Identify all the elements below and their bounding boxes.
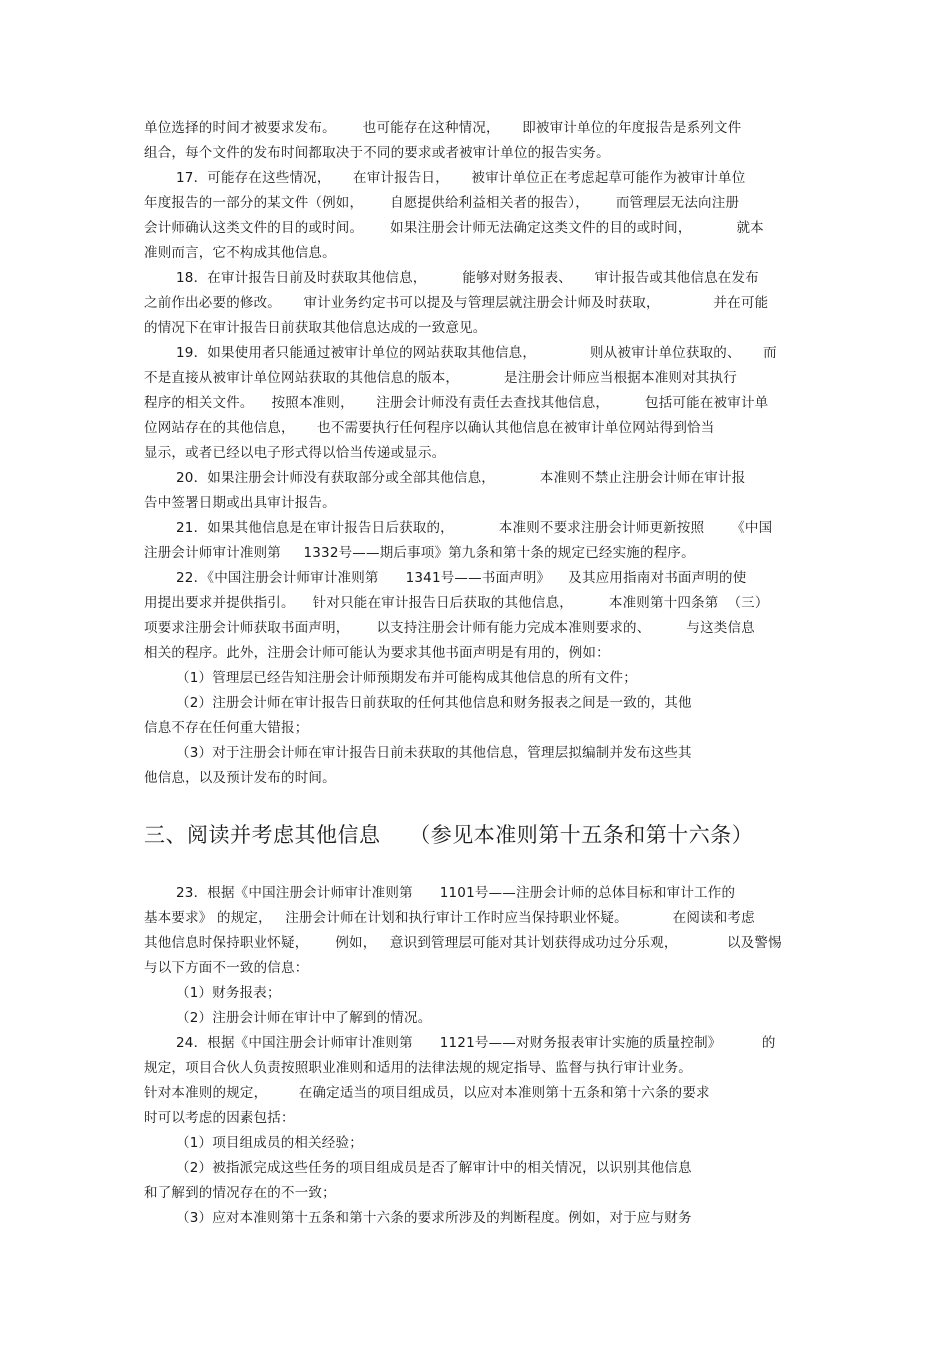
text-line: 的情况下在审计报告日前获取其他信息达成的一致意见。 xyxy=(144,320,487,336)
text-line: 注册会计师审计准则第 1332号——期后事项》第九条和第十条的规定已经实施的程序。 xyxy=(144,545,695,561)
text-line: 规定，项目合伙人负责按照职业准则和适用的法律法规的规定指导、监督与执行审计业务。 xyxy=(144,1060,692,1076)
text-line: 基本要求》 的规定， 注册会计师在计划和执行审计工作时应当保持职业怀疑。 在阅读和考虑 xyxy=(144,910,755,926)
text-line: 他信息，以及预计发布的时间。 xyxy=(144,770,336,786)
paragraph-18-start: 18．在审计报告日前及时获取其他信息， 能够对财务报表、 审计报告或其他信息在发布 xyxy=(176,270,759,286)
text-line: 与以下方面不一致的信息： xyxy=(144,960,309,976)
text-line: 组合，每个文件的发布时间都取决于不同的要求或者被审计单位的报告实务。 xyxy=(144,145,610,161)
text-line: 针对本准则的规定， 在确定适当的项目组成员，以应对本准则第十五条和第十六条的要求 xyxy=(144,1085,710,1101)
paragraph-21-start: 21．如果其他信息是在审计报告日后获取的， 本准则不要求注册会计师更新按照 《中国 xyxy=(176,520,773,536)
text-line: 程序的相关文件。 按照本准则， 注册会计师没有责任去查找其他信息， 包括可能在被审计单 xyxy=(144,395,769,411)
list-item: （2）注册会计师在审计报告日前获取的任何其他信息和财务报表之间是一致的，其他 xyxy=(176,695,692,711)
text-line: 会计师确认这类文件的目的或时间。 如果注册会计师无法确定这类文件的目的或时间， 就本 xyxy=(144,220,764,236)
list-item: （3）对于注册会计师在审计报告日前未获取的其他信息，管理层拟编制并发布这些其 xyxy=(176,745,692,761)
text-line: 准则而言，它不构成其他信息。 xyxy=(144,245,336,261)
text-line: 之前作出必要的修改。 审计业务约定书可以提及与管理层就注册会计师及时获取， 并在可能 xyxy=(144,295,769,311)
text-line: 单位选择的时间才被要求发布。 也可能存在这种情况， 即被审计单位的年度报告是系列文件 xyxy=(144,120,742,136)
list-item: （1）财务报表； xyxy=(176,985,281,1001)
text-line: 项要求注册会计师获取书面声明， 以支持注册会计师有能力完成本准则要求的、 与这类信息 xyxy=(144,620,755,636)
text-line: 用提出要求并提供指引。 针对只能在审计报告日后获取的其他信息， 本准则第十四条第 （三） xyxy=(144,595,769,611)
text-line: 和了解到的情况存在的不一致； xyxy=(144,1185,336,1201)
paragraph-19-start: 19．如果使用者只能通过被审计单位的网站获取其他信息， 则从被审计单位获取的、 而 xyxy=(176,345,777,361)
list-item: （2）注册会计师在审计中了解到的情况。 xyxy=(176,1010,432,1026)
text-line: 位网站存在的其他信息， 也不需要执行任何程序以确认其他信息在被审计单位网站得到恰当 xyxy=(144,420,715,436)
text-line: 其他信息时保持职业怀疑， 例如， 意识到管理层可能对其计划获得成功过分乐观， 以及警惕 xyxy=(144,935,782,951)
paragraph-22-start: 22．《中国注册会计师审计准则第 1341号——书面声明》 及其应用指南对书面声明的使 xyxy=(176,570,747,586)
list-item: （2）被指派完成这些任务的项目组成员是否了解审计中的相关情况，以识别其他信息 xyxy=(176,1160,692,1176)
text-line: 不是直接从被审计单位网站获取的其他信息的版本， 是注册会计师应当根据本准则对其执行 xyxy=(144,370,737,386)
paragraph-23-start: 23．根据《中国注册会计师审计准则第 1101号——注册会计师的总体目标和审计工作的 xyxy=(176,885,736,901)
section-heading: 三、阅读并考虑其他信息 （参见本准则第十五条和第十六条） xyxy=(144,823,754,847)
text-line: 告中签署日期或出具审计报告。 xyxy=(144,495,336,511)
text-line: 相关的程序。此外，注册会计师可能认为要求其他书面声明是有用的，例如： xyxy=(144,645,610,661)
text-line: 显示，或者已经以电子形式得以恰当传递或显示。 xyxy=(144,445,446,461)
list-item: （1）管理层已经告知注册会计师预期发布并可能构成其他信息的所有文件； xyxy=(176,670,637,686)
text-line: 信息不存在任何重大错报； xyxy=(144,720,309,736)
paragraph-17-start: 17．可能存在这些情况， 在审计报告日， 被审计单位正在考虑起草可能作为被审计单位 xyxy=(176,170,746,186)
text-line: 时可以考虑的因素包括： xyxy=(144,1110,295,1126)
paragraph-24-start: 24．根据《中国注册会计师审计准则第 1121号——对财务报表审计实施的质量控制》 的 xyxy=(176,1035,776,1051)
list-item: （1）项目组成员的相关经验； xyxy=(176,1135,363,1151)
paragraph-20-start: 20．如果注册会计师没有获取部分或全部其他信息， 本准则不禁止注册会计师在审计报 xyxy=(176,470,746,486)
list-item: （3）应对本准则第十五条和第十六条的要求所涉及的判断程度。例如，对于应与财务 xyxy=(176,1210,692,1226)
text-line: 年度报告的一部分的某文件（例如， 自愿提供给利益相关者的报告）， 而管理层无法向注册 xyxy=(144,195,740,211)
